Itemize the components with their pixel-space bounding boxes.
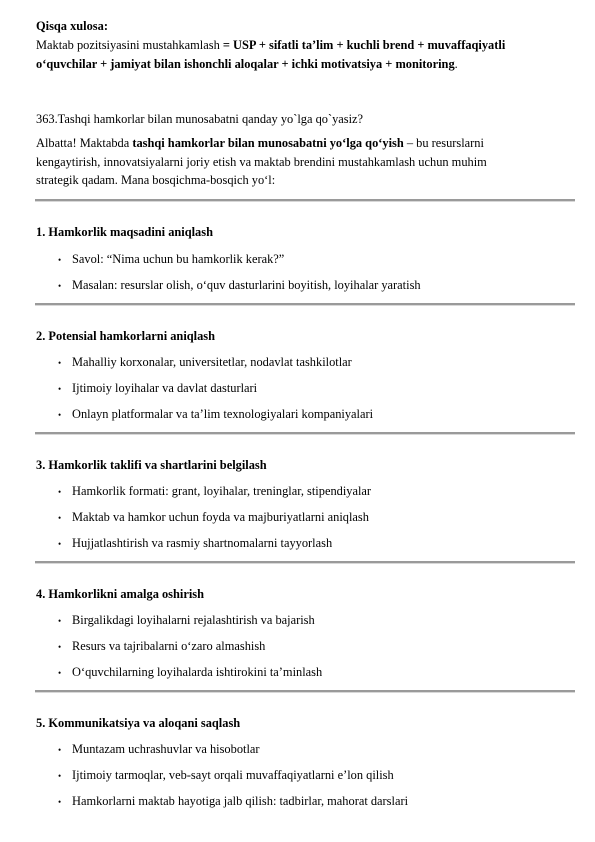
bullet-icon: • bbox=[58, 281, 62, 291]
intro-prefix: Albatta! Maktabda bbox=[36, 136, 133, 150]
bullet-icon: • bbox=[58, 771, 62, 781]
divider bbox=[35, 303, 575, 306]
list-item: Masalan: resurslar olish, o‘quv dasturlarini boyitish, loyihalar yaratish bbox=[72, 278, 421, 292]
list-item: Hamkorlik formati: grant, loyihalar, treninglar, stipendiyalar bbox=[72, 484, 372, 498]
intro-bold: tashqi hamkorlar bilan munosabatni yo‘lga qo‘yish bbox=[132, 136, 404, 150]
list-item: Muntazam uchrashuvlar va hisobotlar bbox=[72, 742, 260, 756]
bullet-icon: • bbox=[58, 668, 62, 678]
list-item: Savol: “Nima uchun bu hamkorlik kerak?” bbox=[72, 252, 285, 266]
divider bbox=[35, 432, 575, 435]
bullet-icon: • bbox=[58, 797, 62, 807]
intro-line-3: strategik qadam. Mana bosqichma-bosqich yo‘l: bbox=[36, 173, 276, 187]
section-title: 1. Hamkorlik maqsadini aniqlash bbox=[36, 225, 213, 239]
section-title: 2. Potensial hamkorlarni aniqlash bbox=[36, 329, 216, 343]
bullet-icon: • bbox=[58, 410, 62, 420]
intro-line-1 bbox=[36, 136, 484, 151]
bullet-icon: • bbox=[58, 384, 62, 394]
list-item: O‘quvchilarning loyihalarda ishtirokini ta’minlash bbox=[72, 665, 323, 679]
bullet-icon: • bbox=[58, 642, 62, 652]
list-item: Birgalikdagi loyihalarni rejalashtirish va bajarish bbox=[72, 613, 315, 627]
intro-suffix: – bu resurslarni bbox=[403, 136, 484, 150]
divider bbox=[35, 199, 575, 202]
bullet-icon: • bbox=[58, 539, 62, 549]
section-title: 5. Kommunikatsiya va aloqani saqlash bbox=[36, 716, 241, 730]
summary-heading: Qisqa xulosa: bbox=[36, 19, 108, 33]
intro-line-2: kengaytirish, innovatsiyalarni joriy etish va maktab brendini mustahkamlash uchun muhim bbox=[36, 155, 487, 169]
summary-line-2 bbox=[36, 57, 458, 72]
summary-line-1-bold: = USP + sifatli ta’lim + kuchli brend + muvaffaqiyatli bbox=[222, 38, 506, 52]
divider bbox=[35, 690, 575, 693]
bullet-icon: • bbox=[58, 616, 62, 626]
summary-line-2-bold: o‘quvchilar + jamiyat bilan ishonchli aloqalar + ichki motivatsiya + monitoring bbox=[36, 57, 455, 71]
list-item: Ijtimoiy tarmoqlar, veb-sayt orqali muvaffaqiyatlarni e’lon qilish bbox=[72, 768, 394, 782]
question-title: 363.Tashqi hamkorlar bilan munosabatni qanday yo`lga qo`yasiz? bbox=[36, 112, 364, 126]
bullet-icon: • bbox=[58, 358, 62, 368]
bullet-icon: • bbox=[58, 255, 62, 265]
bullet-icon: • bbox=[58, 513, 62, 523]
list-item: Ijtimoiy loyihalar va davlat dasturlari bbox=[72, 381, 258, 395]
summary-line-1-prefix: Maktab pozitsiyasini mustahkamlash bbox=[36, 38, 223, 52]
list-item: Resurs va tajribalarni o‘zaro almashish bbox=[72, 639, 266, 653]
summary-line-2-end: . bbox=[454, 57, 458, 71]
section-title: 3. Hamkorlik taklifi va shartlarini belgilash bbox=[36, 458, 267, 472]
divider bbox=[35, 561, 575, 564]
list-item: Onlayn platformalar va ta’lim texnologiyalari kompaniyalari bbox=[72, 407, 374, 421]
summary-line-1 bbox=[36, 38, 505, 53]
bullet-icon: • bbox=[58, 745, 62, 755]
list-item: Hujjatlashtirish va rasmiy shartnomalarni tayyorlash bbox=[72, 536, 333, 550]
bullet-icon: • bbox=[58, 487, 62, 497]
section-title: 4. Hamkorlikni amalga oshirish bbox=[36, 587, 204, 601]
list-item: Mahalliy korxonalar, universitetlar, nodavlat tashkilotlar bbox=[72, 355, 352, 369]
list-item: Hamkorlarni maktab hayotiga jalb qilish: tadbirlar, mahorat darslari bbox=[72, 794, 409, 808]
list-item: Maktab va hamkor uchun foyda va majburiyatlarni aniqlash bbox=[72, 510, 369, 524]
